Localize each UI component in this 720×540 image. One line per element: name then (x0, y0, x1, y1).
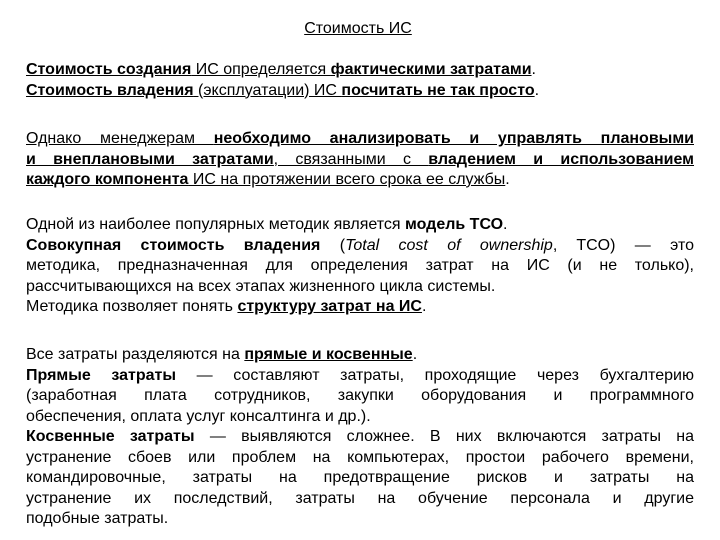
term-tco-model: модель ТСО (404, 216, 504, 233)
line (26, 60, 694, 81)
line: командировочные, затраты на предотвращение рисков и затраты на (26, 469, 694, 486)
line: подобные затраты. (26, 510, 169, 527)
line (26, 150, 694, 171)
line (26, 129, 694, 150)
text: (эксплуатации) ИС (193, 81, 342, 99)
term-ownership-cost: Стоимость владения (26, 81, 194, 99)
term-actual-costs: фактическими затратами (330, 61, 532, 78)
line (26, 345, 694, 366)
line (26, 81, 694, 102)
text: . (505, 171, 510, 188)
text: ( (320, 236, 346, 254)
text: . (503, 216, 508, 233)
paragraph-cost-types (26, 345, 694, 530)
text: Однако менеджерам (26, 130, 214, 147)
line: методика, предназначенная для определения затрат на ИС (и не только), (26, 257, 694, 274)
term-creation-cost: Стоимость создания (26, 61, 192, 78)
text: ИС на протяжении всего срока ее службы (188, 171, 506, 188)
text: . (421, 298, 427, 315)
line (26, 236, 694, 257)
line (26, 427, 694, 448)
term-not-easy: посчитать не так просто (341, 81, 535, 99)
line (26, 366, 694, 387)
term-direct-costs: Прямые затраты (26, 366, 177, 384)
term-direct-indirect: прямые и косвенные (244, 346, 413, 363)
line: рассчитывающихся на всех этапах жизненного цикла системы. (26, 277, 496, 295)
line (26, 215, 694, 236)
term-manage-costs: необходимо анализировать и управлять плановыми (213, 130, 694, 147)
text: Методика позволяет понять (26, 298, 238, 315)
term-each-component: каждого компонента (26, 171, 189, 188)
text: — составляют затраты, проходящие через бухгалтерию (176, 366, 694, 384)
line: устранение их последствий, затраты на обучение персонала и другие (26, 489, 694, 507)
term-unplanned-costs: и внеплановыми затратами (26, 150, 274, 168)
text: . (412, 346, 418, 363)
line: обеспечения, оплата услуг консалтинга и др.). (26, 407, 371, 425)
paragraph-tco (26, 215, 694, 318)
text: . (534, 81, 540, 99)
line: устранение сбоев или проблем на компьютерах, простои рабочего времени, (26, 448, 694, 466)
text: — выявляются сложнее. В них включаются затраты на (194, 428, 695, 445)
line (26, 297, 694, 318)
line (26, 170, 694, 191)
paragraph-managers (26, 129, 694, 191)
text: , TCO) — это (552, 236, 695, 254)
term-cost-structure: структуру затрат на ИС (237, 298, 422, 315)
text: Одной из наиболее популярных методик является (26, 216, 405, 233)
term-total-cost: Совокупная стоимость владения (26, 236, 321, 254)
page-title: Стоимость ИС (304, 20, 412, 37)
line: (заработная плата сотрудников, закупки оборудования и программного (26, 387, 694, 404)
text: , связанными с (273, 150, 429, 168)
term-ownership-usage: владением и использованием (428, 150, 695, 168)
term-english: Total cost of ownership (345, 236, 553, 254)
term-indirect-costs: Косвенные затраты (26, 428, 195, 445)
paragraph-cost (26, 60, 694, 101)
text: Все затраты разделяются на (26, 346, 245, 363)
text: . (531, 61, 536, 78)
text: ИС определяется (191, 61, 331, 78)
